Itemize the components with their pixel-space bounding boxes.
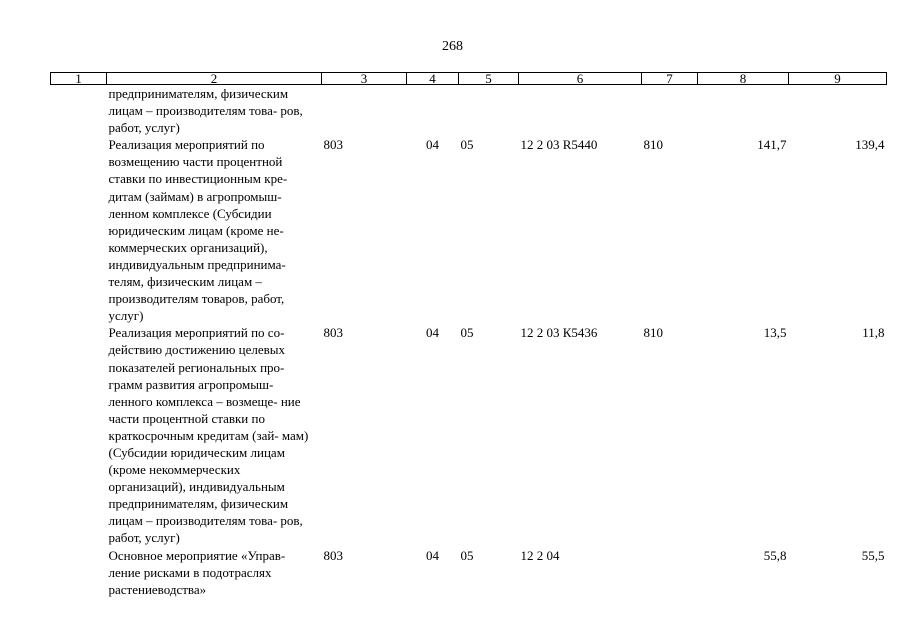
item-name: предпринимателям, физическим лицам – производителям това- ров, работ, услуг) — [108, 86, 303, 136]
item-name: Реализация мероприятий по возмещению части процентной ставки по инвестиционным кре- дитам (займам) в агропромыш- ленном комплексе (Субсидии юридическим лицам (кроме не- коммерческих организаций), индивидуальным предпринима- телям, физическим лицам – производителям товаров, работ, услуг) — [108, 137, 288, 324]
header-cell: 6 — [519, 73, 642, 85]
amount-column-9 — [789, 85, 887, 137]
table-row — [51, 547, 887, 598]
header-cell: 9 — [789, 73, 887, 85]
target-article-code: 12 2 04 — [520, 547, 560, 563]
subsection-code — [459, 85, 519, 137]
ministry-code — [322, 85, 407, 137]
target-article-code: 12 2 03 К5436 — [520, 325, 598, 341]
header-cell: 4 — [407, 73, 459, 85]
ministry-code: 803 — [323, 137, 343, 153]
amount-column-8: 13,5 — [763, 325, 787, 341]
table-row — [51, 85, 887, 137]
expense-type-code: 810 — [643, 137, 663, 153]
ministry-code: 803 — [323, 325, 343, 341]
item-name: Основное мероприятие «Управ- ление рисками в подотраслях растениеводства» — [108, 547, 286, 597]
section-code: 04 — [426, 137, 439, 153]
subsection-code: 05 — [460, 547, 474, 563]
header-row — [51, 73, 887, 85]
page-number: 268 — [442, 39, 463, 54]
subsection-code: 05 — [460, 137, 474, 153]
section-code — [407, 85, 459, 137]
row-number-cell — [51, 324, 107, 546]
header-cell: 1 — [51, 73, 107, 85]
row-number-cell — [51, 136, 107, 324]
target-article-code — [519, 85, 642, 137]
table-row — [51, 324, 887, 546]
target-article-code: 12 2 03 R5440 — [520, 137, 598, 153]
table-row — [51, 136, 887, 324]
amount-column-8: 55,8 — [763, 547, 787, 563]
row-number-cell — [51, 547, 107, 598]
header-cell: 3 — [322, 73, 407, 85]
ministry-code: 803 — [323, 547, 343, 563]
budget-table — [50, 72, 887, 598]
header-cell: 7 — [642, 73, 698, 85]
section-code: 04 — [426, 547, 439, 563]
header-cell: 8 — [698, 73, 789, 85]
row-number-cell — [51, 85, 107, 137]
header-cell: 2 — [107, 73, 322, 85]
item-name: Реализация мероприятий по со- действию достижению целевых показателей региональных про- грамм развития агропромыш- ленного комплекса – возмеще- ние части процентной ставки по краткосрочным кредитам (зай- мам) (Субсидии юридическим лицам (кроме некоммерческих организаций), индивидуальным предпринимателям, физическим лицам – производителям това- ров, работ, услуг) — [108, 325, 309, 546]
amount-column-9: 11,8 — [862, 325, 885, 341]
amount-column-9: 55,5 — [861, 547, 885, 563]
expense-type-code — [642, 547, 698, 598]
expense-type-code: 810 — [643, 325, 663, 341]
amount-column-8 — [698, 85, 789, 137]
amount-column-8: 141,7 — [757, 137, 787, 153]
header-cell: 5 — [459, 73, 519, 85]
subsection-code: 05 — [460, 325, 474, 341]
expense-type-code — [642, 85, 698, 137]
section-code: 04 — [426, 325, 439, 341]
amount-column-9: 139,4 — [855, 137, 885, 153]
